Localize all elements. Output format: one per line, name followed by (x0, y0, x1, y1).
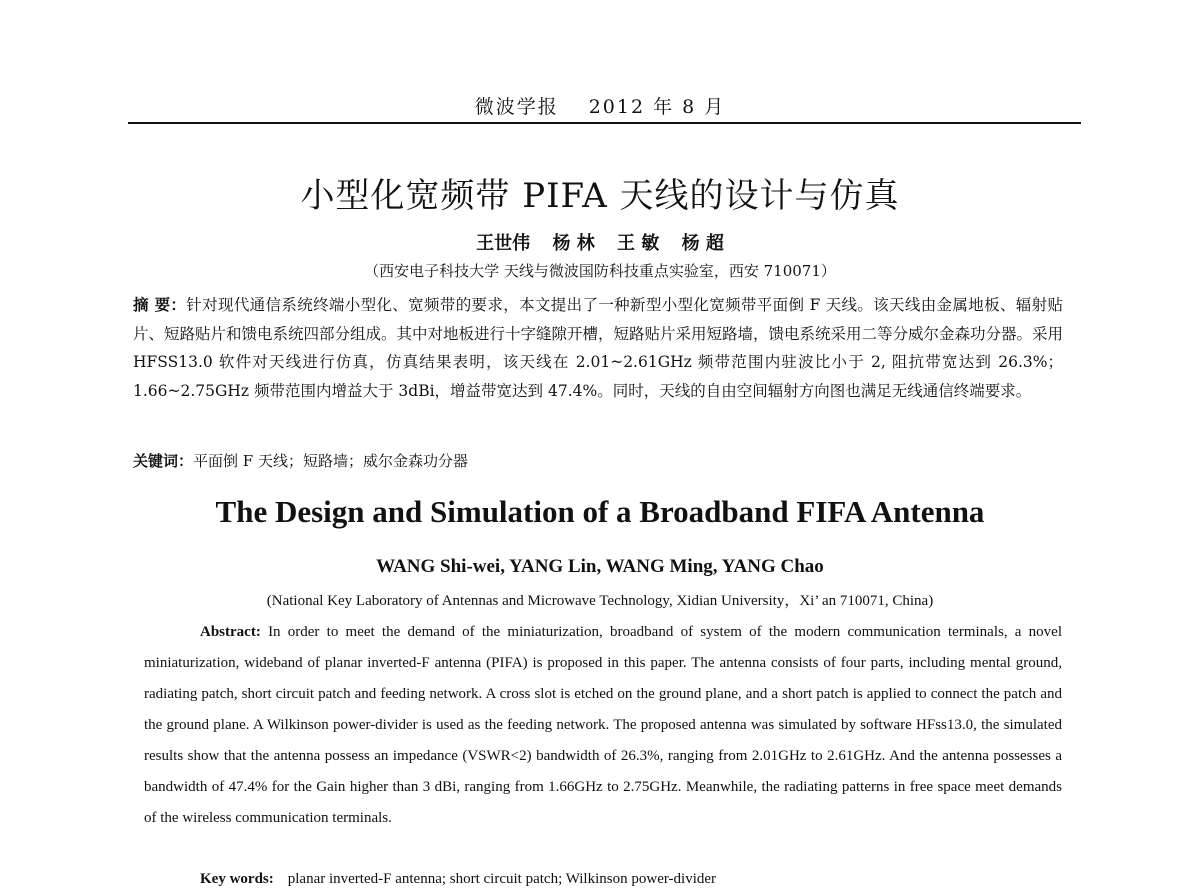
journal-name: 微波学报 (474, 96, 559, 118)
abstract-label: 摘 要： (133, 295, 187, 314)
abstract-text: 针对现代通信系统终端小型化、宽频带的要求，本文提出了一种新型小型化宽频带平面倒 F 天线。该天线由金属地板、辐射贴片、短路贴片和馈电系统四部分组成。其中对地板进行十字缝隙开槽，短路贴片采用短路墙，馈电系统采用二等分威尔金森功分器。采用 HFSS13.0 软件对天线进行仿真，仿真结果表明，该天线在 2.01~2.61GHz 频带范围内驻波比小于 2, 阻抗带宽达到 26.3%；1.66~2.75GHz 频带范围内增益大于 3dBi，增益带宽达到 47.4%。同时，天线的自由空间辐射方向图也满足无线通信终端要求。 (133, 296, 1064, 400)
keywords-label: Key words: (200, 871, 274, 887)
keywords-text: planar inverted-F antenna; short circuit patch; Wilkinson power-divider (287, 871, 717, 887)
keywords-text: 平面倒 F 天线；短路墙；威尔金森功分器 (193, 452, 468, 470)
chinese-keywords (133, 450, 1063, 471)
abstract-label: Abstract: (200, 624, 261, 640)
issue-date: 2012 年 8 月 (588, 96, 726, 118)
english-authors: WANG Shi-wei, YANG Lin, WANG Ming, YANG Chao (376, 556, 824, 577)
chinese-title: 小型化宽频带 PIFA 天线的设计与仿真 (300, 176, 900, 216)
chinese-authors (0, 229, 1200, 255)
keywords-label: 关键词： (133, 452, 194, 470)
english-keywords (200, 871, 716, 888)
running-header (0, 92, 1200, 119)
author: 王 敏 (617, 233, 660, 254)
author: 杨 超 (681, 233, 724, 254)
author: 王世伟 (476, 233, 531, 254)
chinese-abstract (133, 291, 1063, 405)
english-affiliation: (National Key Laboratory of Antennas and Microwave Technology, Xidian University，Xi’ an 710071, China) (266, 593, 934, 609)
abstract-text: In order to meet the demand of the miniaturization, broadband of system of the modern communication terminals, a novel miniaturization, wideband of planar inverted-F antenna (PIFA) is proposed in this paper. The antenna consists of four parts, including mental ground, radiating patch, short circuit patch and feeding network. A cross slot is etched on the ground plane, and a short patch is applied to connect the patch and the ground plane. A Wilkinson power-divider is used as the feeding network. The proposed antenna was simulated by software HFss13.0, the simulated results show that the antenna possess an impedance (VSWR<2) bandwidth of 26.3%, ranging from 2.01GHz to 2.61GHz. And the antenna possesses a bandwidth of 47.4% for the Gain higher than 3 dBi, ranging from 1.66GHz to 2.75GHz. Meanwhile, the radiating patterns in free space meet demands of the wireless communication terminals. (144, 624, 1062, 826)
author: 杨 林 (552, 233, 595, 254)
english-title: The Design and Simulation of a Broadband FIFA Antenna (215, 494, 985, 529)
english-abstract (144, 617, 1062, 834)
chinese-affiliation: （西安电子科技大学 天线与微波国防科技重点实验室，西安 710071） (364, 262, 836, 280)
header-rule (128, 122, 1081, 124)
